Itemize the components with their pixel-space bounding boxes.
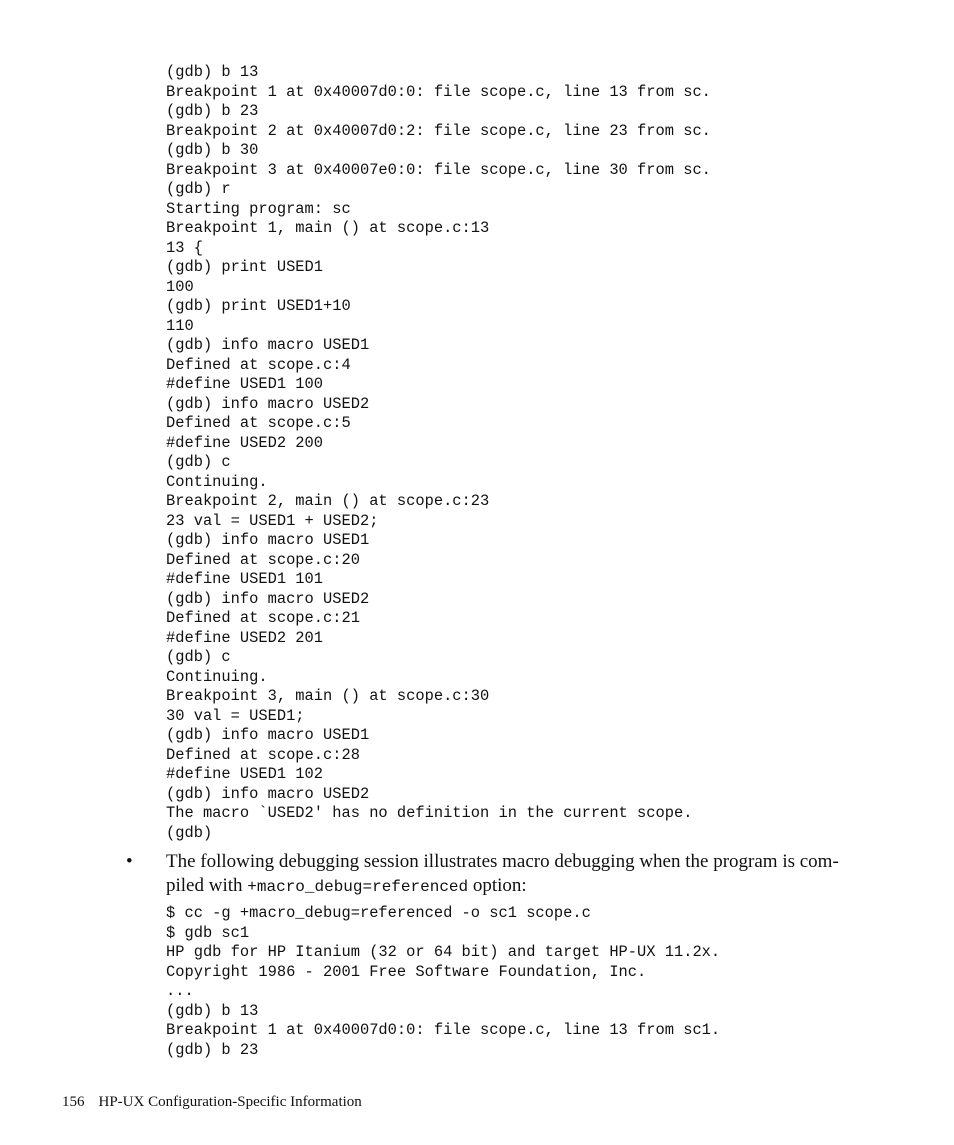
page-number: 156 [62, 1094, 85, 1110]
code-line: Starting program: sc [166, 199, 351, 218]
code-line: (gdb) b 13 [166, 63, 259, 81]
code-line: (gdb) info macro USED2 [166, 589, 370, 608]
bullet-text-before: The following debugging session illustrates macro debugging when the program is com- piled with [166, 851, 839, 896]
code-line: (gdb) b 13 [166, 1001, 259, 1020]
code-line: #define USED1 100 [166, 375, 324, 393]
code-line: Continuing. [166, 667, 268, 686]
code-line: (gdb) info macro USED1 [166, 531, 370, 549]
footer-section-title: HP-UX Configuration-Specific Information [98, 1094, 362, 1110]
code-line: (gdb) [166, 823, 213, 842]
code-line: Breakpoint 3 at 0x40007e0:0: file scope.c, line 30 from sc. [166, 160, 711, 179]
code-line: Defined at scope.c:28 [166, 745, 360, 764]
code-line: $ cc -g +macro_debug=referenced -o sc1 scope.c [166, 904, 591, 922]
gdb-session-code-block-1 [166, 63, 711, 843]
code-line: Breakpoint 3, main () at scope.c:30 [166, 687, 490, 705]
code-line: Breakpoint 2, main () at scope.c:23 [166, 492, 490, 510]
code-line: (gdb) b 23 [166, 1040, 259, 1059]
code-line: #define USED2 201 [166, 628, 324, 647]
gdb-session-code-block-2 [166, 904, 720, 1060]
code-line: (gdb) info macro USED1 [166, 726, 370, 744]
code-line: Breakpoint 1, main () at scope.c:13 [166, 219, 490, 237]
code-line: Defined at scope.c:21 [166, 609, 360, 627]
code-line: Defined at scope.c:20 [166, 550, 360, 569]
code-line: The macro `USED2' has no definition in the current scope. [166, 804, 693, 822]
bullet-marker: • [126, 851, 133, 872]
code-line: 100 [166, 277, 194, 296]
code-line: (gdb) b 23 [166, 102, 259, 120]
code-line: Breakpoint 1 at 0x40007d0:0: file scope.c, line 13 from sc1. [166, 1021, 721, 1039]
code-line: ... [166, 982, 194, 1000]
bullet-text-after: option: [468, 875, 527, 896]
bullet-inline-code: +macro_debug=referenced [247, 878, 469, 896]
code-line: 110 [166, 316, 194, 335]
code-line: Breakpoint 2 at 0x40007d0:2: file scope.c, line 23 from sc. [166, 121, 711, 140]
code-line: #define USED2 200 [166, 433, 324, 452]
code-line: Continuing. [166, 472, 268, 491]
code-line: (gdb) c [166, 453, 231, 471]
code-line: (gdb) info macro USED2 [166, 784, 370, 803]
code-line: (gdb) b 30 [166, 141, 259, 159]
code-line: Copyright 1986 - 2001 Free Software Foundation, Inc. [166, 962, 647, 981]
code-line: (gdb) info macro USED2 [166, 394, 370, 413]
code-line: (gdb) print USED1 [166, 258, 324, 276]
code-line: (gdb) print USED1+10 [166, 297, 351, 315]
page-footer [62, 1092, 362, 1112]
code-line: (gdb) c [166, 648, 231, 666]
code-line: (gdb) r [166, 180, 231, 198]
code-line: 23 val = USED1 + USED2; [166, 511, 379, 530]
bullet-text [166, 850, 866, 899]
code-line: HP gdb for HP Itanium (32 or 64 bit) and target HP-UX 11.2x. [166, 943, 721, 961]
code-line: Defined at scope.c:5 [166, 414, 351, 432]
code-line: $ gdb sc1 [166, 923, 250, 942]
code-line: 13 { [166, 238, 203, 257]
code-line: #define USED1 101 [166, 570, 324, 588]
code-line: Defined at scope.c:4 [166, 355, 351, 374]
code-line: #define USED1 102 [166, 765, 324, 783]
code-line: Breakpoint 1 at 0x40007d0:0: file scope.c, line 13 from sc. [166, 82, 711, 101]
code-line: (gdb) info macro USED1 [166, 336, 370, 354]
code-line: 30 val = USED1; [166, 706, 305, 725]
